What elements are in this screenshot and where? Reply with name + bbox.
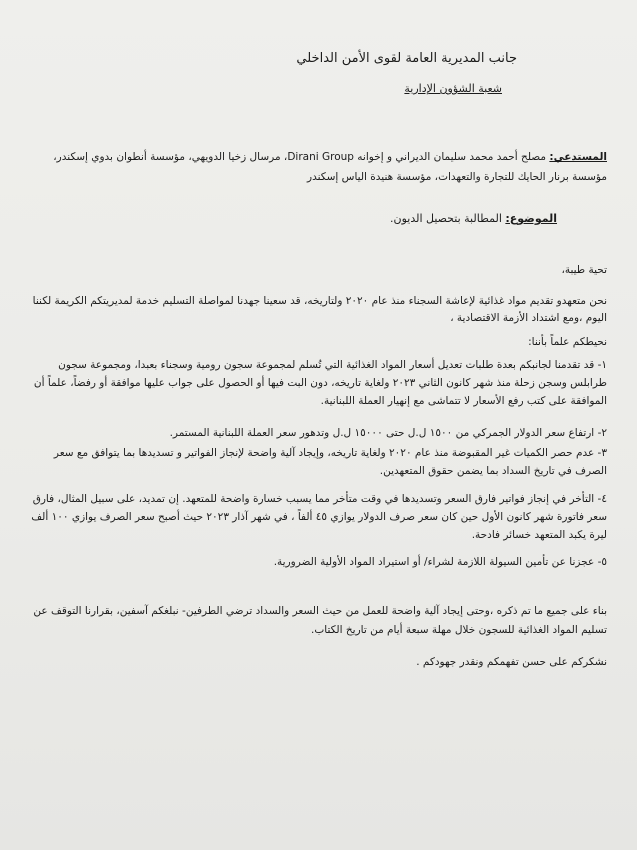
point-1: ١- قد تقدمنا لجانبكم بعدة طلبات تعديل أسعار المواد الغذائية التي تُسلم لمجموعة سجون رومية وسجناء بعبدا، ومجموعة سجون طرابلس وسجن زحلة منذ شهر كانون الثاني ٢٠٢٣ ولغاية تاريخه، دون البت فيها أو الحصول على جواب عليها موافقة أو رفضاً، علماً أن الموافقة على كتب رفع الأسعار لا تتماشى مع إنهيار العملة اللبنانية. <box>33 359 607 407</box>
subject-block <box>30 212 557 226</box>
notify-line: نحيطكم علماً بأننا: <box>528 336 607 348</box>
closing-line: نشكركم على حسن تفهمكم ونقدر جهودكم . <box>416 656 607 668</box>
recipients-block <box>30 147 607 187</box>
point-3: ٣- عدم حصر الكميات غير المقبوضة منذ عام ٢٠٢٠ ولغاية تاريخه، وإيجاد آلية واضحة لإنجاز الفواتير و تسديدها بما يتوافق مع سعر الصرف في تاريخ السداد بما يضمن حقوق المتعهدين. <box>53 447 607 477</box>
subject-label: الموضوع: <box>505 212 557 225</box>
header-department: شعبة الشؤون الإدارية <box>404 82 502 95</box>
recipients-label: المستدعي: <box>549 151 607 163</box>
point-5: ٥- عجزنا عن تأمين السيولة اللازمة لشراء/ أو استيراد المواد الأولية الضرورية. <box>273 556 607 568</box>
intro-paragraph: نحن متعهدو تقديم مواد غذائية لإعاشة السجناء منذ عام ٢٠٢٠ ولتاريخه، قد سعينا جهدنا لمواصلة التسليم خدمة لمديريتكم الكريمة لكننا اليوم ،ومع اشتداد الأزمة الاقتصادية ، <box>32 295 607 324</box>
header-directorate: جانب المديرية العامة لقوى الأمن الداخلي <box>296 51 517 66</box>
conclusion-paragraph: بناء على جميع ما تم ذكره ،وحتى إيجاد آلية واضحة للعمل من حيث السعر والسداد ترضي الطرفين- نبلغكم آسفين، بقرارنا التوقف عن تسليم المواد الغذائية للسجون خلال مهلة سبعة أيام من تاريخ الكتاب. <box>33 605 607 636</box>
recipients-text: مصلح أحمد محمد سليمان الديراني و إخوانه Dirani Group، مرسال زخيا الدويهي، مؤسسة أنطوان بدوي إسكندر، مؤسسة برنار الحايك للتجارة والتعهدات، مؤسسة هنيدة الياس إسكندر <box>53 151 607 183</box>
point-4: ٤- التأخر في إنجاز فواتير فارق السعر وتسديدها في وقت متأخر مما يسبب خسارة واضحة للمتعهد. إن تمديد، على سبيل المثال، فارق سعر فاتورة شهر كانون الأول حين كان سعر صرف الدولار يوازي ٤٥ ألفاً ، في شهر آذار ٢٠٢٣ حيث أصبح سعر الصرف يوازي ١٠٠ ألف ليرة يكبد المتعهد خسائر فادحة. <box>31 493 607 541</box>
point-2: ٢- ارتفاع سعر الدولار الجمركي من ١٥٠٠ ل.ل حتى ١٥٠٠٠ ل.ل وتدهور سعر العملة اللبنانية المستمر. <box>169 427 607 439</box>
subject-text: المطالبة بتحصيل الديون. <box>390 212 502 225</box>
greeting: تحية طيبة، <box>561 264 607 276</box>
